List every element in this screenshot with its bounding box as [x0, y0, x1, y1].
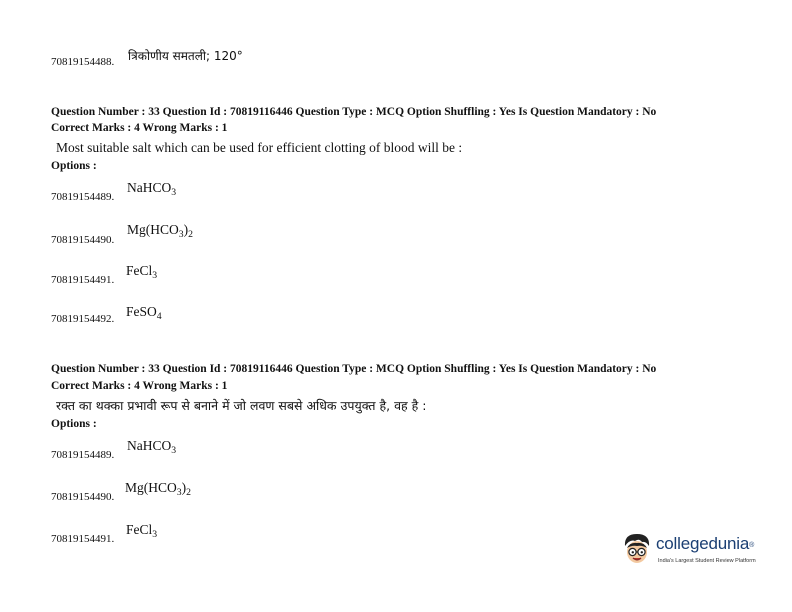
option-formula: $Mg(HCO_3)_2$ [127, 222, 193, 240]
options-label: Options : [51, 160, 97, 172]
option-text: त्रिकोणीय समतली; 120° [128, 49, 243, 63]
collegedunia-logo [622, 528, 772, 578]
option-number: 70819154491. [51, 533, 115, 545]
options-label: Options : [51, 418, 97, 430]
question-header: Question Number : 33 Question Id : 70819116446 Question Type : MCQ Option Shuffling : Yes Is Question Mandatory : No [51, 363, 657, 375]
option-formula: FeCl$_3$ [126, 522, 158, 540]
question-header: Question Number : 33 Question Id : 70819116446 Question Type : MCQ Option Shuffling : Yes Is Question Mandatory : No [51, 106, 657, 118]
option-formula: FeSO$_4$ [126, 304, 162, 322]
option-number: 70819154492. [51, 313, 115, 325]
option-number: 70819154491. [51, 274, 115, 286]
mascot-face-icon [622, 532, 652, 568]
question-marks: Correct Marks : 4 Wrong Marks : 1 [51, 122, 228, 134]
question-marks: Correct Marks : 4 Wrong Marks : 1 [51, 380, 228, 392]
option-number: 70819154490. [51, 491, 115, 503]
question-text: रक्त का थक्का प्रभावी रूप से बनाने में जो लवण सबसे अधिक उपयुक्त है, वह है : [56, 398, 427, 413]
option-number: 70819154489. [51, 449, 115, 461]
option-number: 70819154488. [51, 56, 115, 68]
option-formula: FeCl$_3$ [126, 263, 158, 281]
logo-brand-text: collegedunia® [656, 534, 755, 553]
option-formula: NaHCO$_3$ [127, 438, 177, 456]
option-number: 70819154490. [51, 234, 115, 246]
option-formula: NaHCO$_3$ [127, 180, 177, 198]
question-text: Most suitable salt which can be used for efficient clotting of blood will be : [56, 140, 463, 155]
option-number: 70819154489. [51, 191, 115, 203]
logo-tagline: India's Largest Student Review Platform [658, 558, 756, 564]
option-formula: $Mg(HCO_3)_2$ [125, 480, 191, 498]
